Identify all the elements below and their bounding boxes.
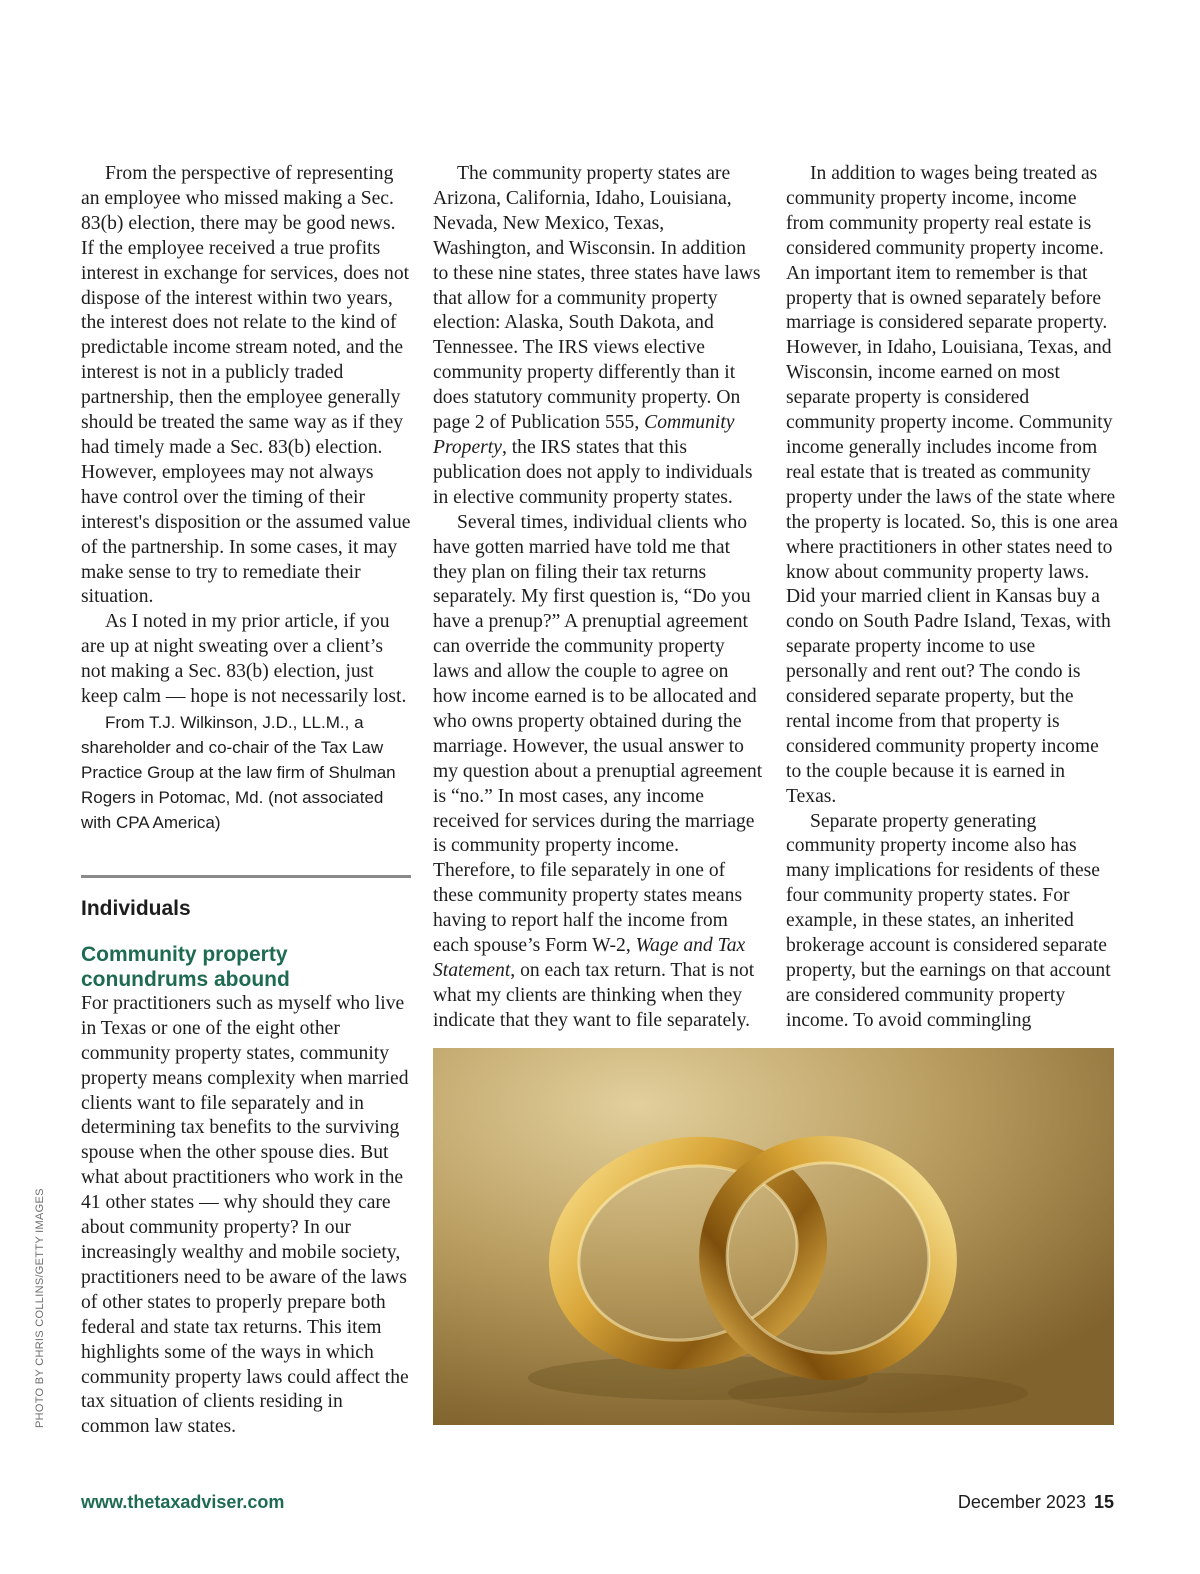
section-heading: Individuals — [81, 896, 191, 920]
body-paragraph: For practitioners such as myself who live in Texas or one of the eight other community property states, community property means complexity when married clients want to file separately and in determining tax benefits to the surviving spouse when the other spouse dies. But what about practitioners who work in the 41 other states — why should they care about community property? In our increasingly wealthy and mobile society, practitioners need to be aware of the laws of other states to properly prepare both federal and state tax returns. This item highlights some of the ways in which community property laws could affect the tax situation of clients residing in common law states. — [81, 992, 409, 1438]
body-paragraph: In addition to wages being treated as community property income, income from community property real estate is considered community property income. An important item to remember is that property that is owned separately before marriage is considered separate property. However, in Idaho, Louisiana, Texas, and Wisconsin, income earned on most separate property is considered community property income. Community income generally includes income from real estate that is treated as community property under the laws of the state where the property is located. So, this is one area where practitioners in other states need to know about community property laws. Did your married client in Kansas buy a condo on South Padre Island, Texas, with separate property income to use personally and rent out? The condo is considered separate property, but the rental income from that property is considered community property income to the couple because it is earned in Texas. — [786, 163, 1118, 807]
column-1 — [81, 162, 411, 1440]
text-run: The community property states are Arizona, California, Idaho, Louisiana, Nevada, New Mexico, Texas, Washington, and Wisconsin. In addition to these nine states, three states have laws that allow for a community property election: Alaska, South Dakota, and Tennessee. The IRS views elective community property differently than it does statutory community property. On page 2 of Publication 555, — [433, 163, 761, 434]
wedding-rings-illustration — [433, 1048, 1114, 1425]
section-divider — [81, 875, 411, 878]
issue-date: December 2023 — [957, 1492, 1086, 1512]
body-paragraph: As I noted in my prior article, if you are up at night sweating over a client’s not making a Sec. 83(b) election, just keep calm — hope is not necessarily lost. — [81, 611, 407, 708]
form-title: Wage and Tax Statement — [433, 935, 746, 981]
body-paragraph — [433, 162, 763, 511]
wedding-rings-photo — [433, 1048, 1114, 1425]
author-byline: From T.J. Wilkinson, J.D., LL.M., a shareholder and co-chair of the Tax Law Practice Group at the law firm of Shulman Rogers in Potomac, Md. (not associated with CPA America) — [81, 712, 396, 832]
page-number: 15 — [1093, 1492, 1114, 1512]
body-paragraph: From the perspective of representing an employee who missed making a Sec. 83(b) election, there may be good news. If the employee received a true profits interest in exchange for services, does not dispose of the interest within two years, the interest does not relate to the kind of predictable income stream noted, and the interest is not in a publicly traded partnership, then the employee generally should be treated the same way as if they had timely made a Sec. 83(b) election. However, employees may not always have control over the timing of their interest's disposition or the assumed value of the partnership. In some cases, it may make sense to try to remediate their situation. — [81, 163, 411, 608]
article-title: Community property conundrums abound — [81, 942, 290, 991]
column-2 — [433, 162, 763, 1034]
footer-date-page — [958, 1492, 1114, 1513]
body-paragraph: Separate property generating community property income also has many implications for residents of these four community property states. For example, in these states, an inherited brokerage account is considered separate property, but the earnings on that account are considered community property income. To avoid commingling — [786, 810, 1111, 1031]
footer-website-link[interactable]: www.thetaxadviser.com — [81, 1492, 285, 1512]
publication-title: Community Property — [433, 412, 735, 458]
text-run: Several times, individual clients who have gotten married have told me that they plan on filing their tax returns separately. My first question is, “Do you have a prenup?” A prenuptial agreement can override the community property laws and allow the couple to agree on how income earned is to be allocated and who owns property obtained during the marriage. However, the usual answer to my question about a prenuptial agreement is “no.” In most cases, any income received for services during the marriage is community property income. Therefore, to file separately in one of these community property states means having to report half the income from each spouse’s Form W-2, — [433, 511, 763, 957]
text-run: , the IRS states that this publication does not apply to individuals in elective community property states. — [433, 436, 753, 508]
column-3 — [786, 162, 1118, 1034]
text-run: , on each tax return. That is not what my clients are thinking when they indicate that they want to file separately. — [433, 960, 755, 1031]
photo-credit: PHOTO BY CHRIS COLLINS/GETTY IMAGES — [34, 1188, 46, 1428]
body-paragraph — [433, 511, 763, 1034]
